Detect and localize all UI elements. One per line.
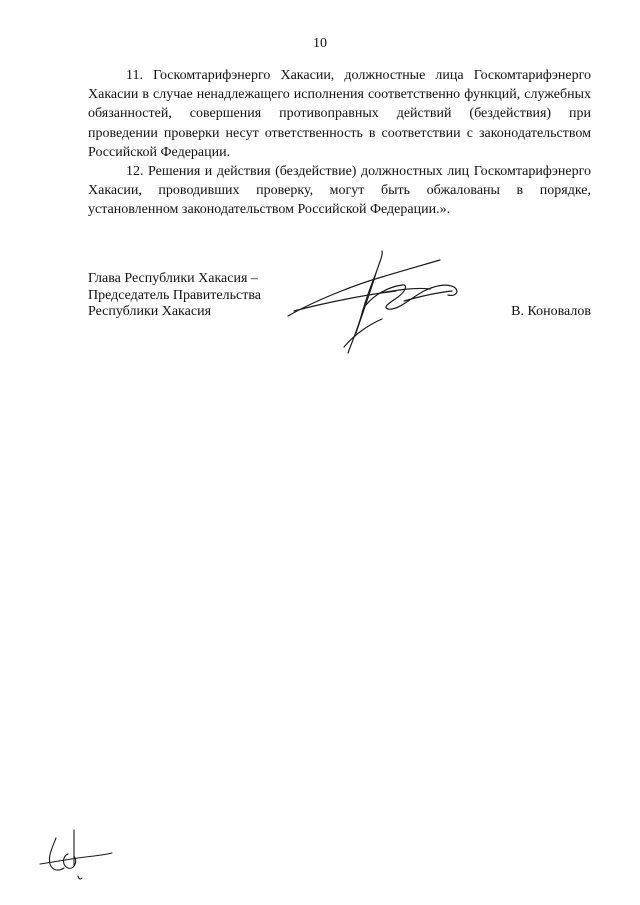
page-number: 10 bbox=[313, 36, 327, 51]
position-line-3: Республики Хакасия bbox=[88, 304, 212, 319]
handwritten-signature bbox=[284, 249, 464, 359]
signer-name: В. Коновалов bbox=[511, 304, 591, 319]
signatory-position bbox=[88, 271, 261, 321]
position-line-1: Глава Республики Хакасия – bbox=[88, 271, 258, 286]
paragraph-11: 11. Госкомтарифэнерго Хакасии, должностные лица Госкомтарифэнерго Хакасии в случае ненадлежащего исполнения соответственно функций, служебных обязанностей, совершения противоправных действий (бездействия) при проведении проверки несут ответственность в соответствии с законодательством Российской Федерации. bbox=[88, 68, 591, 160]
handwritten-initials bbox=[34, 826, 116, 884]
signature-block bbox=[88, 271, 591, 361]
position-line-2: Председатель Правительства bbox=[88, 287, 261, 303]
document-body bbox=[88, 66, 591, 220]
paragraph-12: 12. Решения и действия (бездействие) должностных лиц Госкомтарифэнерго Хакасии, проводивших проверку, могут быть обжалованы в порядке, установленном законодательством Российской Федерации.». bbox=[88, 164, 591, 218]
